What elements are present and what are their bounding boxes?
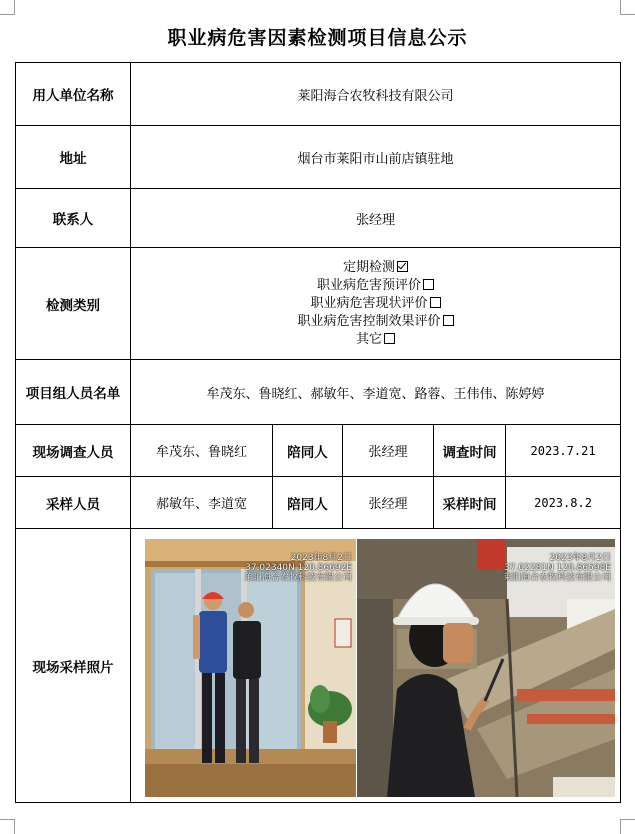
checked-box-icon [397, 261, 408, 272]
photo-entrance [145, 539, 356, 797]
row-address [16, 126, 621, 189]
page-title: 职业病危害因素检测项目信息公示 [167, 27, 468, 49]
address-label: 地址 [16, 126, 131, 189]
row-photos [16, 529, 621, 803]
page-corner-mark-top-right [620, 0, 635, 15]
team-value: 牟茂东、鲁晓红、郝敏年、李道宽、路蓉、王伟伟、陈婷婷 [131, 360, 621, 425]
photo-entrance-stamp: 2023年8月2日 37.02340N 120.86692E 莱阳海合农牧科技有限公司 [243, 552, 352, 583]
contact-label: 联系人 [16, 189, 131, 248]
contact-value: 张经理 [131, 189, 621, 248]
empty-box-icon [384, 333, 395, 344]
photos-cell [131, 529, 621, 803]
sampling-label: 采样人员 [16, 477, 131, 529]
row-team [16, 360, 621, 425]
employer-label: 用人单位名称 [16, 63, 131, 126]
test-type-option: 职业病危害控制效果评价 [131, 313, 620, 331]
survey-companion: 张经理 [343, 425, 434, 477]
sampling-companion-label: 陪同人 [273, 477, 343, 529]
sampling-staff: 郝敏年、李道宽 [131, 477, 273, 529]
page-corner-mark-bottom-right [620, 819, 635, 834]
sampling-time-label: 采样时间 [434, 477, 506, 529]
empty-box-icon [423, 279, 434, 290]
row-survey [16, 425, 621, 477]
photo-workshop-stamp: 2023年8月2日 37.02281N 120.86598E 莱阳海合农牧科技有限公司 [502, 552, 611, 583]
row-test-type [16, 248, 621, 360]
survey-time-label: 调查时间 [434, 425, 506, 477]
test-type-option: 职业病危害预评价 [131, 277, 620, 295]
team-label: 项目组人员名单 [16, 360, 131, 425]
test-type-label: 检测类别 [16, 248, 131, 360]
survey-companion-label: 陪同人 [273, 425, 343, 477]
sampling-time: 2023.8.2 [506, 477, 621, 529]
sampling-companion: 张经理 [343, 477, 434, 529]
photo-workshop [357, 539, 615, 797]
page-corner-mark-top-left [0, 0, 15, 15]
survey-label: 现场调查人员 [16, 425, 131, 477]
survey-time: 2023.7.21 [506, 425, 621, 477]
address-value: 烟台市莱阳市山前店镇驻地 [131, 126, 621, 189]
test-type-option: 定期检测 [131, 259, 620, 277]
page-corner-mark-bottom-left [0, 819, 15, 834]
row-employer [16, 63, 621, 126]
employer-value: 莱阳海合农牧科技有限公司 [131, 63, 621, 126]
survey-staff: 牟茂东、鲁晓红 [131, 425, 273, 477]
test-type-option: 职业病危害现状评价 [131, 295, 620, 313]
test-type-options [131, 248, 621, 360]
info-table [15, 62, 621, 803]
row-sampling [16, 477, 621, 529]
photos-label: 现场采样照片 [16, 529, 131, 803]
empty-box-icon [443, 315, 454, 326]
test-type-option: 其它 [131, 331, 620, 349]
empty-box-icon [430, 297, 441, 308]
row-contact [16, 189, 621, 248]
